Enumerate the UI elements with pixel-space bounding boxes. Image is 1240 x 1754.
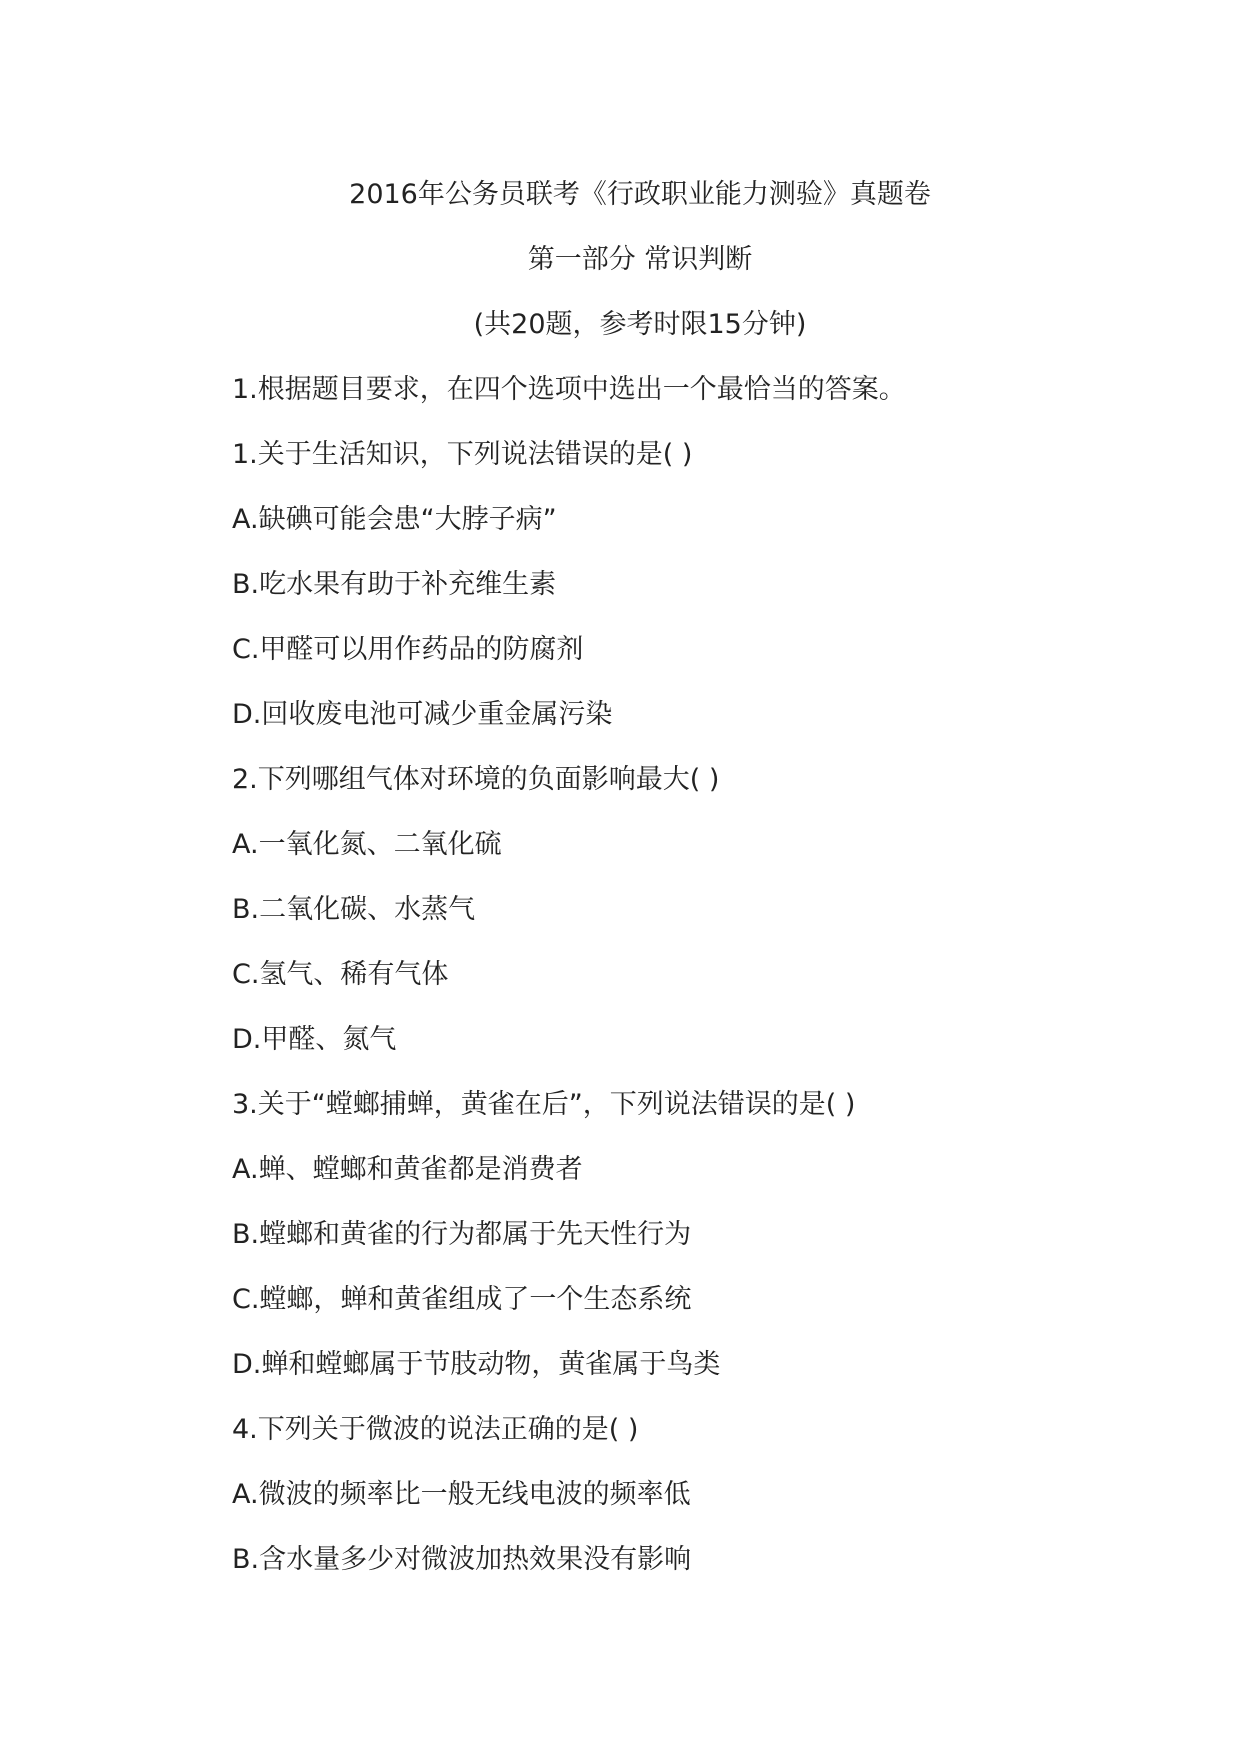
option-a: A.一氧化氮、二氧化硫 (232, 829, 502, 860)
option-c: C.螳螂，蝉和黄雀组成了一个生态系统 (232, 1284, 692, 1315)
option-b: B.螳螂和黄雀的行为都属于先天性行为 (232, 1219, 692, 1250)
question-stem: 4.下列关于微波的说法正确的是( ) (232, 1414, 639, 1445)
option-b: B.吃水果有助于补充维生素 (232, 569, 557, 600)
instruction-text: 1.根据题目要求，在四个选项中选出一个最恰当的答案。 (232, 374, 906, 405)
option-b: B.含水量多少对微波加热效果没有影响 (232, 1544, 692, 1575)
option-c: C.氢气、稀有气体 (232, 959, 449, 990)
section-heading: 第一部分 常识判断 (527, 244, 753, 275)
document-title: 2016年公务员联考《行政职业能力测验》真题卷 (349, 179, 931, 210)
option-a: A.缺碘可能会患“大脖子病” (232, 504, 557, 535)
option-a: A.微波的频率比一般无线电波的频率低 (232, 1479, 691, 1510)
question-stem: 1.关于生活知识，下列说法错误的是( ) (232, 439, 693, 470)
option-d: D.回收废电池可减少重金属污染 (232, 699, 613, 730)
option-d: D.蝉和螳螂属于节肢动物，黄雀属于鸟类 (232, 1349, 721, 1380)
question-stem: 2.下列哪组气体对环境的负面影响最大( ) (232, 764, 720, 795)
section-note: (共20题，参考时限15分钟) (473, 309, 807, 340)
option-c: C.甲醛可以用作药品的防腐剂 (232, 634, 584, 665)
option-a: A.蝉、螳螂和黄雀都是消费者 (232, 1154, 583, 1185)
question-stem: 3.关于“螳螂捕蝉，黄雀在后”，下列说法错误的是( ) (232, 1089, 856, 1120)
option-d: D.甲醛、氮气 (232, 1024, 397, 1055)
option-b: B.二氧化碳、水蒸气 (232, 894, 476, 925)
